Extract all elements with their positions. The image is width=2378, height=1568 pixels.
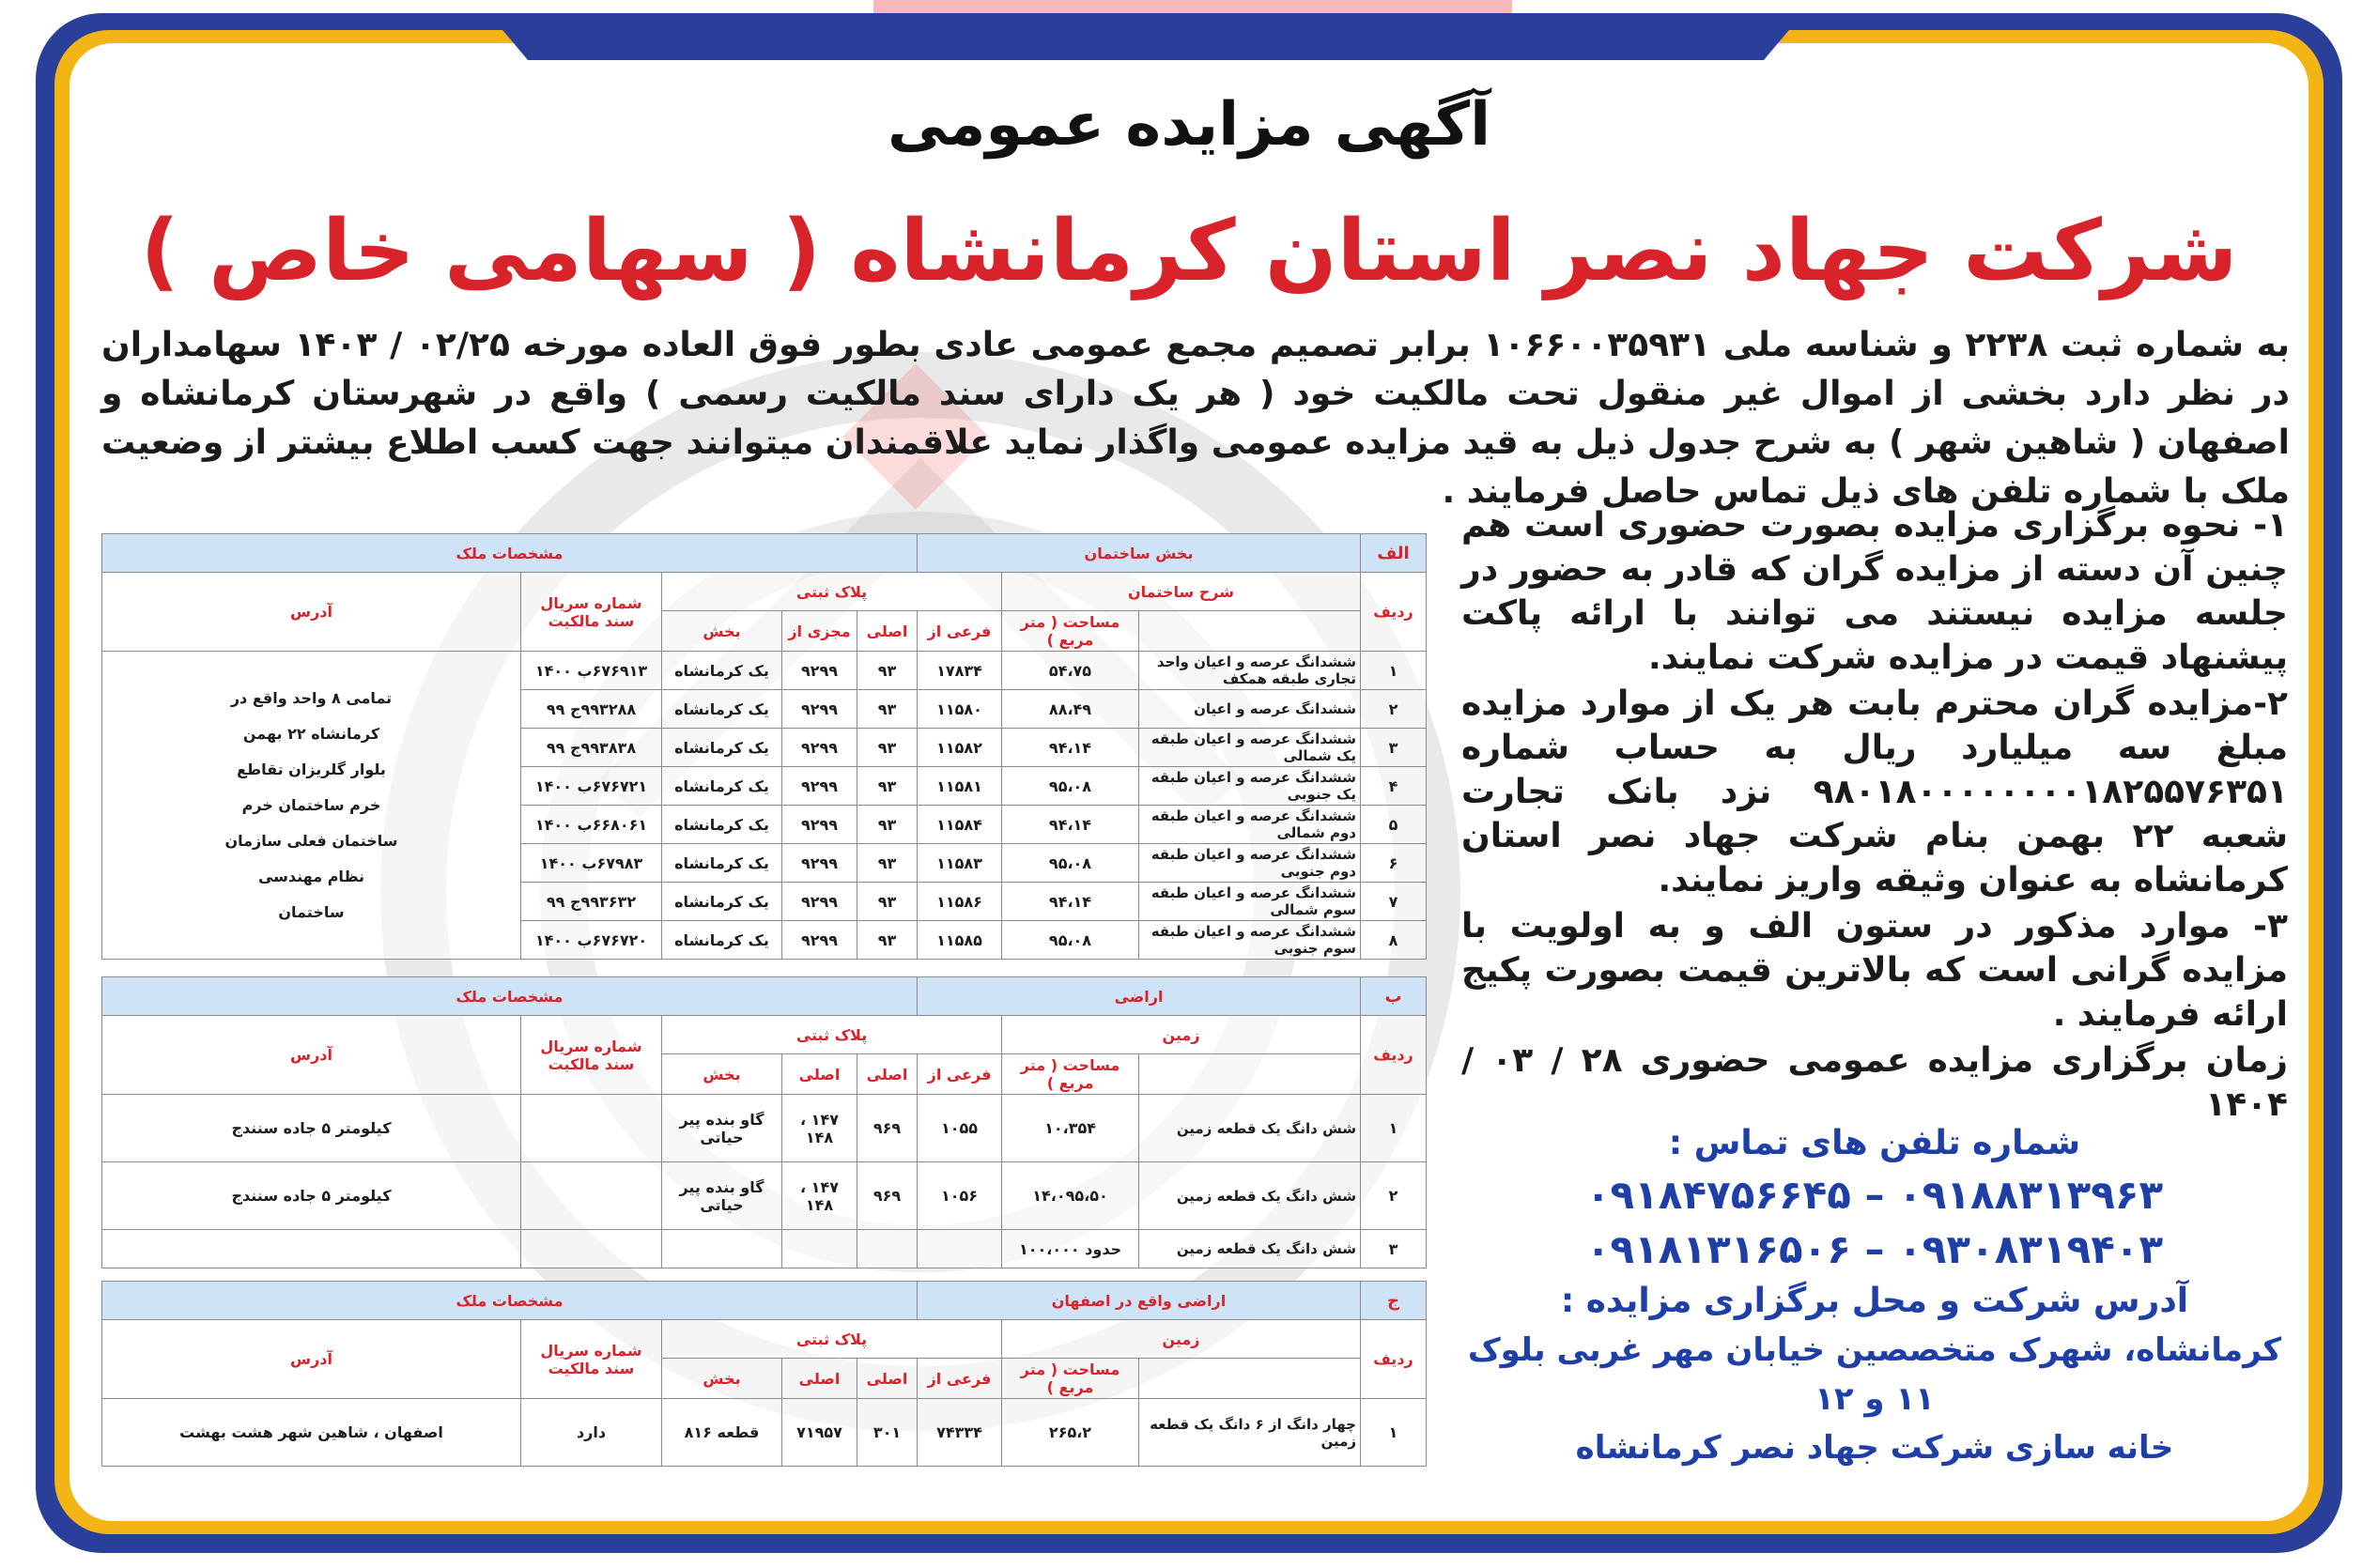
address-line-2: خانه سازی شرکت جهاد نصر کرمانشاه — [1575, 1429, 2174, 1467]
row-fari: ۱۰۵۶ — [918, 1162, 1002, 1230]
area-header: مساحت ( متر مربع ) — [1002, 1054, 1139, 1095]
row-fari: ۱۱۵۸۴ — [918, 806, 1002, 844]
section-letter: ج — [1361, 1282, 1427, 1320]
row-bakhsh: یک کرمانشاه — [662, 652, 782, 690]
row-number: ۵ — [1361, 806, 1427, 844]
row-bakhsh — [662, 1230, 782, 1268]
bakhsh-header: بخش — [662, 1359, 782, 1399]
row-area: ۹۵،۰۸ — [1002, 921, 1139, 960]
row-fari — [918, 1230, 1002, 1268]
section-heading: اراضی — [918, 977, 1361, 1016]
row-fari: ۱۱۵۸۳ — [918, 844, 1002, 883]
row-number: ۲ — [1361, 1162, 1427, 1230]
ad-title: آگهی مزایده عمومی — [888, 90, 1490, 160]
desc-subheader — [1139, 1054, 1361, 1095]
phones-line-1: ۰۹۱۸۸۳۱۳۹۶۳ – ۰۹۱۸۴۷۵۶۶۴۵ — [1585, 1172, 2164, 1218]
address-header: آدرس — [102, 1016, 521, 1095]
row-fari: ۱۱۵۸۶ — [918, 883, 1002, 921]
row-asli: ۹۳ — [857, 921, 918, 960]
row-fari: ۱۱۵۸۰ — [918, 690, 1002, 729]
table-row — [102, 652, 1427, 690]
desc-header: شرح ساختمان — [1002, 573, 1361, 611]
row-serial: ۹۹۳۲۸۸ج ۹۹ — [521, 690, 662, 729]
row-serial — [521, 1230, 662, 1268]
asli-header: اصلی — [857, 611, 918, 652]
row-bakhsh: یک کرمانشاه — [662, 729, 782, 767]
row-asli-2: ۱۴۷ ، ۱۴۸ — [782, 1095, 857, 1162]
row-mojazi: ۹۲۹۹ — [782, 652, 857, 690]
row-address: کیلومتر ۵ جاده سنندج — [102, 1095, 521, 1162]
desc-subheader — [1139, 611, 1361, 652]
row-bakhsh: گاو بنده پیر حیاتی — [662, 1095, 782, 1162]
row-area: ۸۸،۴۹ — [1002, 690, 1139, 729]
row-bakhsh: یک کرمانشاه — [662, 921, 782, 960]
row-address: کیلومتر ۵ جاده سنندج — [102, 1162, 521, 1230]
row-bakhsh: یک کرمانشاه — [662, 883, 782, 921]
asli-header: اصلی — [782, 1359, 857, 1399]
row-asli: ۳۰۱ — [857, 1399, 918, 1467]
row-number: ۷ — [1361, 883, 1427, 921]
radif-header: ردیف — [1361, 1320, 1427, 1399]
row-asli: ۹۳ — [857, 652, 918, 690]
row-mojazi: ۹۲۹۹ — [782, 767, 857, 806]
asli-header: اصلی — [782, 1054, 857, 1095]
section-heading: اراضی واقع در اصفهان — [918, 1282, 1361, 1320]
radif-header: ردیف — [1361, 1016, 1427, 1095]
row-asli-2: ۷۱۹۵۷ — [782, 1399, 857, 1467]
table-row — [102, 1230, 1427, 1268]
row-asli: ۹۶۹ — [857, 1095, 918, 1162]
condition-1: ۱- نحوه برگزاری مزایده بصورت حضوری است هم چنین آن دسته از مزایده گران که قادر به حضور در جلسه مزایده نیستند می توانند با ارائه پاکت پیشنهاد قیمت در مزایده شرکت نمایند. — [1461, 506, 2288, 677]
meeting-date: زمان برگزاری مزایده عمومی حضوری ۲۸ / ۰۳ / ۱۴۰۴ — [1461, 1041, 2288, 1124]
row-asli — [857, 1230, 918, 1268]
row-serial: ۶۷۶۷۲۰ب ۱۴۰۰ — [521, 921, 662, 960]
row-area: ۱۰،۳۵۴ — [1002, 1095, 1139, 1162]
intro-paragraph: به شماره ثبت ۲۲۳۸ و شناسه ملی ۱۰۶۶۰۰۳۵۹۳۱ برابر تصمیم مجمع عمومی عادی بطور فوق العاده مورخه ۰۲/۲۵ / ۱۴۰۳ سهامداران در نظر دارد بخشی از اموال غیر منقول تحت مالکیت خود ( هر یک دارای سند مالکیت رسمی ) واقع در شهرستان کرمانشاه و اصفهان ( شاهین شهر ) به شرح جدول ذیل به قید مزایده عمومی واگذار نماید علاقمندان میتوانند جهت کسب اطلاع بیشتر از وضعیت ملک با شماره تلفن های ذیل تماس حاصل فرمایند . — [101, 326, 2290, 511]
section-letter: الف — [1361, 534, 1427, 573]
row-mojazi: ۹۲۹۹ — [782, 729, 857, 767]
fari-header: فرعی از — [918, 1359, 1002, 1399]
radif-header: ردیف — [1361, 573, 1427, 652]
row-area: ۲۶۵،۲ — [1002, 1399, 1139, 1467]
row-serial: دارد — [521, 1399, 662, 1467]
section-letter: ب — [1361, 977, 1427, 1016]
row-number: ۳ — [1361, 729, 1427, 767]
contact-block — [1461, 1119, 2288, 1472]
row-serial: ۶۷۶۷۲۱ب ۱۴۰۰ — [521, 767, 662, 806]
row-mojazi: ۹۲۹۹ — [782, 806, 857, 844]
row-bakhsh: یک کرمانشاه — [662, 844, 782, 883]
row-desc: ششدانگ عرصه و اعیان طبقه یک شمالی — [1139, 729, 1361, 767]
row-asli: ۹۳ — [857, 767, 918, 806]
row-desc: ششدانگ عرصه و اعیان واحد تجاری طبقه همکف — [1139, 652, 1361, 690]
row-desc: ششدانگ عرصه و اعیان طبقه دوم جنوبی — [1139, 844, 1361, 883]
address-header: آدرس — [102, 573, 521, 652]
address-line: خرم ساختمان خرم — [241, 795, 381, 814]
row-address: اصفهان ، شاهین شهر هشت بهشت — [102, 1399, 521, 1467]
row-address — [102, 1230, 521, 1268]
row-asli: ۹۳ — [857, 844, 918, 883]
row-area: ۹۴،۱۴ — [1002, 806, 1139, 844]
row-mojazi: ۹۲۹۹ — [782, 690, 857, 729]
row-asli: ۹۳ — [857, 690, 918, 729]
address-line: تمامی ۸ واحد واقع در — [230, 688, 393, 707]
row-mojazi: ۹۲۹۹ — [782, 883, 857, 921]
asli-header: اصلی — [857, 1054, 918, 1095]
address-line: ساختمان فعلی سازمان — [224, 831, 398, 850]
row-bakhsh: یک کرمانشاه — [662, 767, 782, 806]
row-mojazi: ۹۲۹۹ — [782, 844, 857, 883]
row-desc: شش دانگ یک قطعه زمین — [1139, 1095, 1361, 1162]
serial-header: شماره سریال سند مالکیت — [521, 573, 662, 652]
row-bakhsh: گاو بنده پیر حیاتی — [662, 1162, 782, 1230]
serial-header: شماره سریال سند مالکیت — [521, 1320, 662, 1399]
row-area: ۹۴،۱۴ — [1002, 729, 1139, 767]
row-address — [102, 652, 521, 960]
specs-heading: مشخصات ملک — [102, 534, 918, 573]
row-desc: شش دانگ یک قطعه زمین — [1139, 1162, 1361, 1230]
row-asli: ۹۳ — [857, 729, 918, 767]
condition-2: ۲-مزایده گران محترم بابت هر یک از موارد مزایده مبلغ سه میلیارد ریال به حساب شماره ۹۸۰۱۸۰۰۰۰۰۰۰۰۱۸۲۵۵۷۶۳۵۱ نزد بانک تجارت شعبه ۲۲ بهمن بنام شرکت جهاد نصر استان کرمانشاه به عنوان وثیقه واریز نمایند. — [1461, 684, 2288, 899]
top-accent-strip — [873, 0, 1512, 13]
land-header: زمین — [1002, 1320, 1361, 1359]
table-lands — [101, 976, 1427, 1268]
row-desc: ششدانگ عرصه و اعیان طبقه سوم شمالی — [1139, 883, 1361, 921]
row-area: ۱۴،۰۹۵،۵۰ — [1002, 1162, 1139, 1230]
row-serial — [521, 1162, 662, 1230]
row-serial: ۶۷۶۹۱۳ب ۱۴۰۰ — [521, 652, 662, 690]
row-asli-2 — [782, 1230, 857, 1268]
row-area: ۹۵،۰۸ — [1002, 767, 1139, 806]
address-line: نظام مهندسی — [257, 867, 365, 885]
specs-heading: مشخصات ملک — [102, 977, 918, 1016]
row-fari: ۱۷۸۳۴ — [918, 652, 1002, 690]
row-area: ۹۴،۱۴ — [1002, 883, 1139, 921]
address-heading: آدرس شرکت و محل برگزاری مزایده : — [1560, 1282, 2189, 1320]
fari-header: فرعی از — [918, 1054, 1002, 1095]
row-number: ۸ — [1361, 921, 1427, 960]
row-desc: ششدانگ عرصه و اعیان طبقه سوم جنوبی — [1139, 921, 1361, 960]
conditions-block — [1461, 503, 2288, 1129]
row-desc: ششدانگ عرصه و اعیان طبقه دوم شمالی — [1139, 806, 1361, 844]
row-fari: ۷۴۳۳۴ — [918, 1399, 1002, 1467]
phones-heading: شماره تلفن های تماس : — [1668, 1124, 2081, 1162]
row-area: ۹۵،۰۸ — [1002, 844, 1139, 883]
table-isfahan-lands — [101, 1281, 1427, 1467]
address-header: آدرس — [102, 1320, 521, 1399]
row-number: ۱ — [1361, 1095, 1427, 1162]
row-area: ۵۴،۷۵ — [1002, 652, 1139, 690]
row-serial: ۹۹۳۶۳۲ج ۹۹ — [521, 883, 662, 921]
address-line: کرمانشاه ۲۲ بهمن — [242, 724, 380, 743]
row-number: ۴ — [1361, 767, 1427, 806]
address-line-1: کرمانشاه، شهرک متخصصین خیابان مهر غربی بلوک ۱۱ و ۱۲ — [1467, 1331, 2282, 1418]
row-fari: ۱۱۵۸۱ — [918, 767, 1002, 806]
specs-heading: مشخصات ملک — [102, 1282, 918, 1320]
top-banner-bar — [488, 13, 1803, 60]
row-mojazi: ۹۲۹۹ — [782, 921, 857, 960]
row-number: ۳ — [1361, 1230, 1427, 1268]
row-number: ۶ — [1361, 844, 1427, 883]
row-bakhsh: قطعه ۸۱۶ — [662, 1399, 782, 1467]
row-fari: ۱۰۵۵ — [918, 1095, 1002, 1162]
row-number: ۱ — [1361, 652, 1427, 690]
fari-header: فرعی از — [918, 611, 1002, 652]
bakhsh-header: بخش — [662, 1054, 782, 1095]
address-line: ساختمان — [278, 902, 345, 921]
registry-header: پلاک ثبتی — [662, 1320, 1002, 1359]
asli-header: اصلی — [857, 1359, 918, 1399]
company-name: شرکت جهاد نصر استان کرمانشاه ( سهامی خاص ) — [140, 202, 2238, 300]
row-asli: ۹۳ — [857, 883, 918, 921]
row-number: ۱ — [1361, 1399, 1427, 1467]
mojazi-header: مجزی از — [782, 611, 857, 652]
row-desc: شش دانگ یک قطعه زمین — [1139, 1230, 1361, 1268]
table-buildings — [101, 533, 1427, 960]
registry-header: پلاک ثبتی — [662, 573, 1002, 611]
table-row — [102, 1162, 1427, 1230]
desc-subheader — [1139, 1359, 1361, 1399]
row-desc: چهار دانگ از ۶ دانگ یک قطعه زمین — [1139, 1399, 1361, 1467]
row-area: حدود ۱۰۰،۰۰۰ — [1002, 1230, 1139, 1268]
address-line: بلوار گلریزان تقاطع — [237, 760, 386, 778]
table-row — [102, 1095, 1427, 1162]
row-asli: ۹۳ — [857, 806, 918, 844]
condition-3: ۳- موارد مذکور در ستون الف و به اولویت با مزایده گرانی است که بالاترین قیمت بصورت پکیج ارائه فرمایند . — [1461, 907, 2288, 1034]
row-serial: ۹۹۳۸۳۸ج ۹۹ — [521, 729, 662, 767]
phones-line-2: ۰۹۳۰۸۳۱۹۴۰۳ – ۰۹۱۸۱۳۱۶۵۰۶ — [1585, 1226, 2164, 1272]
row-fari: ۱۱۵۸۵ — [918, 921, 1002, 960]
land-header: زمین — [1002, 1016, 1361, 1054]
row-desc: ششدانگ عرصه و اعیان — [1139, 690, 1361, 729]
bakhsh-header: بخش — [662, 611, 782, 652]
row-fari: ۱۱۵۸۲ — [918, 729, 1002, 767]
area-header: مساحت ( متر مربع ) — [1002, 1359, 1139, 1399]
row-number: ۲ — [1361, 690, 1427, 729]
area-header: مساحت ( متر مربع ) — [1002, 611, 1139, 652]
table-row — [102, 1399, 1427, 1467]
row-asli: ۹۶۹ — [857, 1162, 918, 1230]
registry-header: پلاک ثبتی — [662, 1016, 1002, 1054]
row-serial: ۶۷۹۸۳ب ۱۴۰۰ — [521, 844, 662, 883]
row-desc: ششدانگ عرصه و اعیان طبقه یک جنوبی — [1139, 767, 1361, 806]
row-bakhsh: یک کرمانشاه — [662, 690, 782, 729]
row-serial: ۶۶۸۰۶۱ب ۱۴۰۰ — [521, 806, 662, 844]
row-bakhsh: یک کرمانشاه — [662, 806, 782, 844]
row-asli-2: ۱۴۷ ، ۱۴۸ — [782, 1162, 857, 1230]
serial-header: شماره سریال سند مالکیت — [521, 1016, 662, 1095]
row-serial — [521, 1095, 662, 1162]
section-heading: بخش ساختمان — [918, 534, 1361, 573]
